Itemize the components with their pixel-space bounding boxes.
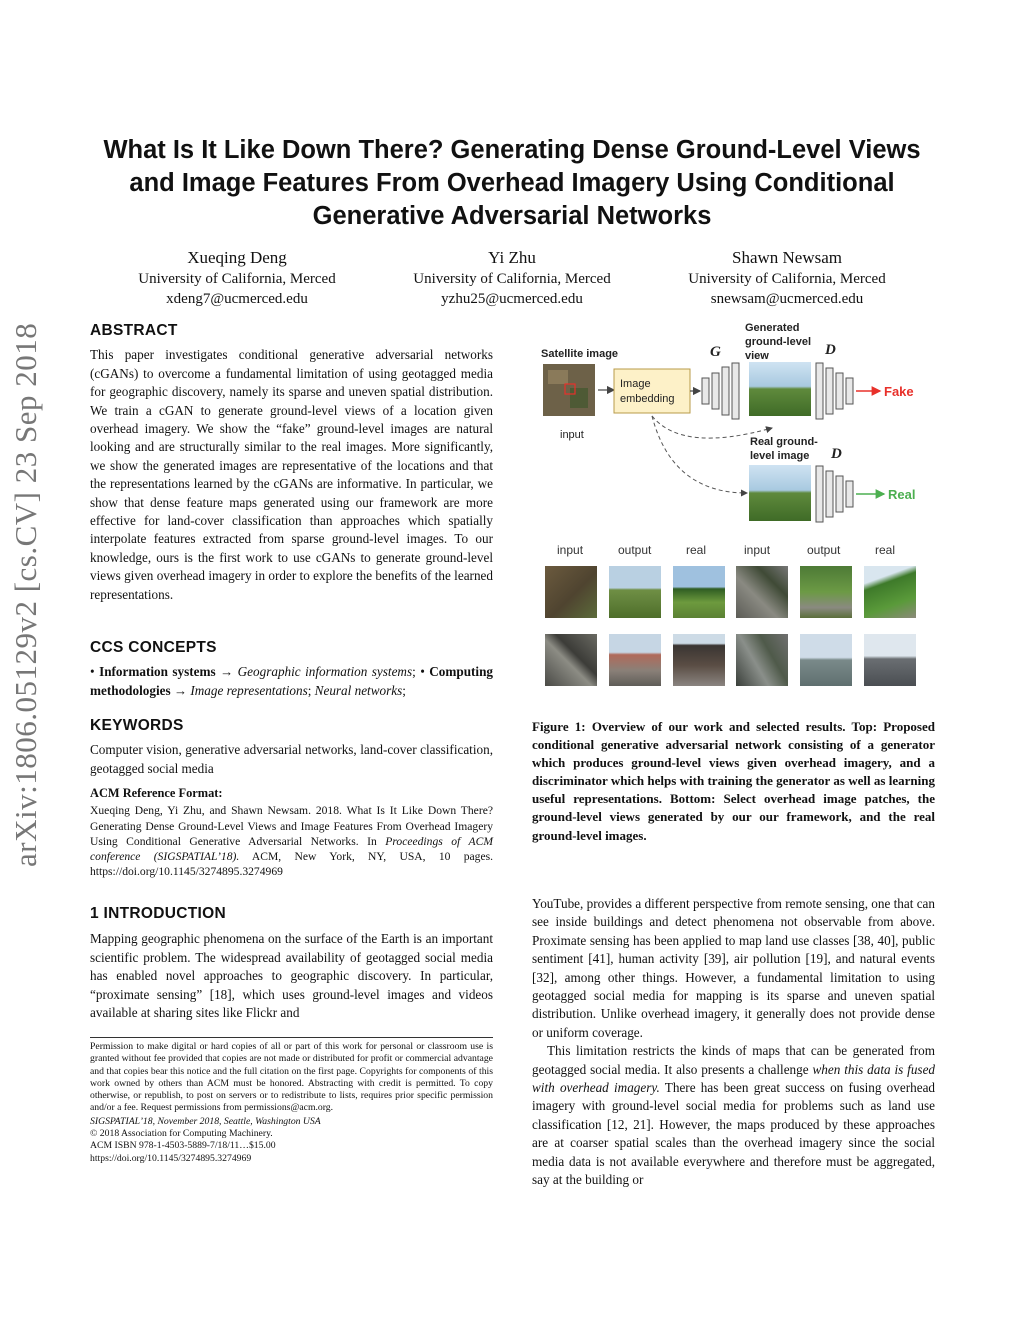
permission-block	[90, 1041, 493, 1165]
generated-label: view	[745, 350, 769, 362]
input-label: input	[560, 429, 584, 441]
intro-text: Mapping geographic phenomena on the surface of the Earth is an important scientific problem. The widespread availability of geotagged social media has enabled novel approaches to geographic discovery. In particular, “proximate sensing” [18], which uses ground-level images and videos available at sharing sites like Flickr and	[90, 931, 493, 1021]
satellite-image-label: Satellite image	[541, 348, 619, 360]
paragraph: This limitation restricts the kinds of maps that can be generated from geotagged social media. It also presents a challenge when this data is fused with overhead imagery. There has been great success on fusing overhead imagery with ground-level social media for problems such as land use classification [12, 21]. However, the maps produced by these approaches are at coarser spatial scales than the overhead imagery since the social media data is not available everywhere and therefore must be aggregated, say at the building or	[532, 1043, 936, 1188]
acm-reference-text: Xueqing Deng, Yi Zhu, and Shawn Newsam. 2018. What Is It Like Down There? Generating Dense Ground-Level Views and Image Features From Overhead Imagery Using Conditional Generative Adversarial Networks. In Proceedings of ACM conference (SIGSPATIAL’18). ACM, New York, NY, USA, 10 pages. https://doi.org/10.1145/3274895.3274969	[90, 804, 493, 879]
grid-label: output	[618, 543, 652, 557]
embedding-label: Image	[620, 378, 651, 390]
keywords-heading: KEYWORDS	[90, 717, 184, 734]
overhead-thumbnail	[736, 566, 788, 618]
generator-label: G	[710, 344, 721, 360]
discriminator-layer	[816, 363, 823, 419]
footnote-rule	[90, 1037, 493, 1038]
generated-thumbnail	[609, 634, 661, 686]
discriminator-layer	[826, 368, 833, 414]
real-label: Real	[888, 487, 916, 502]
discriminator-layer	[826, 471, 833, 517]
author-name: Xueqing Deng	[187, 248, 287, 267]
overhead-thumbnail	[736, 634, 788, 686]
author-affiliation: University of California, Merced	[138, 271, 336, 287]
overhead-thumbnail	[545, 566, 597, 618]
generated-thumbnail	[609, 566, 661, 618]
abstract-section	[90, 322, 493, 604]
author-block	[642, 247, 932, 309]
discriminator-label: D	[825, 342, 836, 358]
real-ground-label: Real ground-	[750, 436, 818, 448]
overhead-thumbnail	[545, 634, 597, 686]
author-name: Shawn Newsam	[731, 248, 842, 267]
keywords-text: Computer vision, generative adversarial networks, land-cover classification, geotagged social media	[90, 742, 493, 776]
author-email: yzhu25@ucmerced.edu	[441, 291, 583, 307]
embedding-box	[614, 369, 690, 413]
real-thumbnail	[864, 566, 916, 618]
real-thumbnail	[864, 634, 916, 686]
figure-diagram	[532, 318, 942, 528]
dashed-arrow	[652, 416, 772, 438]
discriminator-layer	[846, 378, 853, 404]
generator-layer	[722, 367, 729, 415]
discriminator-layer	[836, 476, 843, 512]
real-thumbnail	[673, 566, 725, 618]
author-block	[367, 247, 657, 309]
grid-label: real	[686, 543, 707, 557]
embedding-label: embedding	[620, 393, 675, 405]
real-ground-label: level image	[750, 450, 810, 462]
ccs-heading: CCS CONCEPTS	[90, 639, 217, 656]
author-name: Yi Zhu	[488, 248, 536, 267]
real-thumbnail	[673, 634, 725, 686]
abstract-heading: ABSTRACT	[90, 322, 178, 339]
ccs-text: • Information systems → Geographic information systems; • Computing methodologies → Image representations; Neural networks;	[90, 664, 494, 698]
acm-reference	[90, 786, 493, 880]
intro-section	[90, 905, 493, 1022]
conference-line: SIGSPATIAL’18, November 2018, Seattle, Washington USA	[90, 1115, 321, 1127]
generator-layer	[732, 363, 739, 419]
grid-label: output	[807, 543, 841, 557]
generated-label: Generated	[745, 322, 800, 334]
ccs-section	[90, 639, 493, 700]
grid-label: input	[744, 543, 771, 557]
generator-layer	[702, 378, 709, 404]
discriminator-layer	[846, 481, 853, 507]
discriminator-label: D	[831, 446, 842, 462]
doi-line: https://doi.org/10.1145/3274895.3274969	[90, 1152, 252, 1164]
fake-label: Fake	[884, 384, 914, 399]
keywords-section	[90, 717, 493, 778]
generated-view-image	[749, 362, 811, 416]
dashed-arrow	[652, 416, 747, 493]
author-email: xdeng7@ucmerced.edu	[166, 291, 308, 307]
arxiv-sidebar: arXiv:1806.05129v2 [cs.CV] 23 Sep 2018	[8, 322, 43, 867]
discriminator-layer	[836, 373, 843, 409]
permission-text: Permission to make digital or hard copies of all or part of this work for personal or classroom use is granted without fee provided that copies are not made or distributed for profit or commercial advantage and that copies bear this notice and the full citation on the first page. Copyrights for components of this work owned by others than ACM must be honored. Abstracting with credit is permitted. To copy otherwise, or republish, to post on servers or to redistribute to lists, requires prior specific permission and/or a fee. Request permissions from permissions@acm.org.	[90, 1041, 493, 1114]
grid-label: input	[557, 543, 584, 557]
discriminator-layer	[816, 466, 823, 522]
author-affiliation: University of California, Merced	[413, 271, 611, 287]
generated-label: ground-level	[745, 336, 812, 348]
author-email: snewsam@ucmerced.edu	[710, 291, 864, 307]
grid-label: real	[875, 543, 896, 557]
author-block	[92, 247, 382, 309]
abstract-text: This paper investigates conditional generative adversarial networks (cGANs) to overcome a fundamental limitation of using geotagged media for geographic discovery, namely its sparse and uneven spatial distribution. We train a cGAN to generate ground-level views of a location given overhead imagery. We show the “fake” ground-level images are natural looking and are structurally similar to the real images. More significantly, we show the generated images are representative of the locations and that the representations learned by the cGANs are informative. In particular, we show that dense feature maps generated using our framework are more effective for land-cover classification than approaches which spatially interpolate features extracted from sparse ground-level images. To our knowledge, ours is the first work to use cGANs to generate ground-level views given overhead imagery in order to explore the benefits of the learned representations.	[90, 347, 493, 602]
generated-thumbnail	[800, 566, 852, 618]
generator-layer	[712, 373, 719, 409]
paragraph: YouTube, provides a different perspective from remote sensing, one that can see inside buildings and detect phenomena not observable from above. Proximate sensing has been applied to map land use classes [38, 40], public sentiment [41], human activity [39], air pollution [19], and natural events [32], among other things. However, a fundamental limitation to using geotagged social media for mapping is its sparse and uneven spatial distribution. Unlike overhead imagery, it generally does not provide dense or uniform coverage.	[532, 896, 935, 1040]
paper-title: What Is It Like Down There? Generating Dense Ground-Level Views and Image Features From Overhead Imagery Using Conditional Generative Adversarial Networks	[103, 136, 921, 230]
right-column-text	[532, 895, 935, 1190]
real-view-image	[749, 465, 811, 521]
isbn-line: ACM ISBN 978-1-4503-5889-7/18/11…$15.00	[90, 1140, 276, 1152]
intro-heading: 1 INTRODUCTION	[90, 905, 226, 922]
copyright-line: © 2018 Association for Computing Machinery.	[90, 1128, 273, 1140]
author-affiliation: University of California, Merced	[688, 271, 886, 287]
acm-reference-heading: ACM Reference Format:	[90, 786, 223, 800]
generated-thumbnail	[800, 634, 852, 686]
figure-caption: Figure 1: Overview of our work and selected results. Top: Proposed conditional generative adversarial network consisting of a generator which produces ground-level views given overhead imagery, and a discriminator which helps with training the generator as well as learning useful representations. Bottom: Select overhead image patches, the ground-level views generated by our our framework, and the real ground-level images.	[532, 719, 935, 843]
